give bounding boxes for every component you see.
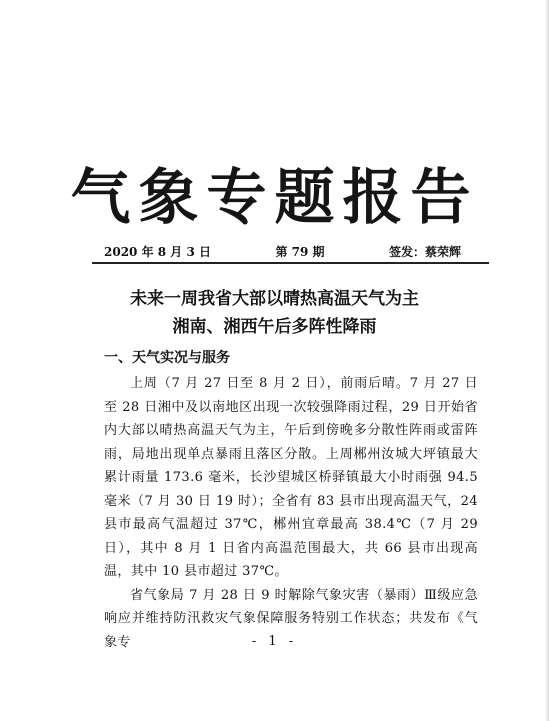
header-rule xyxy=(92,262,489,264)
report-issue: 第 79 期 xyxy=(275,245,325,259)
page-edge xyxy=(545,0,549,721)
report-meta-row xyxy=(104,243,461,260)
headline-line-1: 未来一周我省大部以晴热高温天气为主 xyxy=(130,289,419,309)
body-paragraph-2: 省气象局 7 月 28 日 9 时解除气象灾害（暴雨）Ⅲ级应急响应并维持防汛救灾气象保障服务特别工作状态；共发布《气象专 xyxy=(104,587,478,650)
report-date: 2020 年 8 月 3 日 xyxy=(104,245,211,259)
headline xyxy=(0,285,549,341)
report-signer: 签发：蔡荣辉 xyxy=(388,245,461,259)
headline-line-2: 湘南、湘西午后多阵性降雨 xyxy=(172,317,377,337)
section-heading: 一、天气实况与服务 xyxy=(104,350,230,366)
page-number: - 1 - xyxy=(251,634,298,649)
section-body xyxy=(104,372,478,654)
report-masthead: 气象专题报告 xyxy=(70,163,479,233)
body-paragraph-1: 上周（7 月 27 日至 8 月 2 日），前雨后晴。7 月 27 日至 28 日湘中及以南地区出现一次较强降雨过程，29 日开始省内大部以晴热高温天气为主，午后到傍晚多分散性阵雨或雷阵雨，局地出现单点暴雨且落区分散。上周郴州汝城大坪镇最大累计雨量 173.6 毫米，长沙望城区桥驿镇最大小时雨强 94.5 毫米（7 月 30 日 19 时）；全省有 83 县市出现高温天气，24 县市最高气温超过 37℃，郴州宜章最高 38.4℃（7 月 29 日），其中 8 月 1 日省内高温范围最大，共 66 县市出现高温，其中 10 县市超过 37℃。 xyxy=(104,376,478,579)
